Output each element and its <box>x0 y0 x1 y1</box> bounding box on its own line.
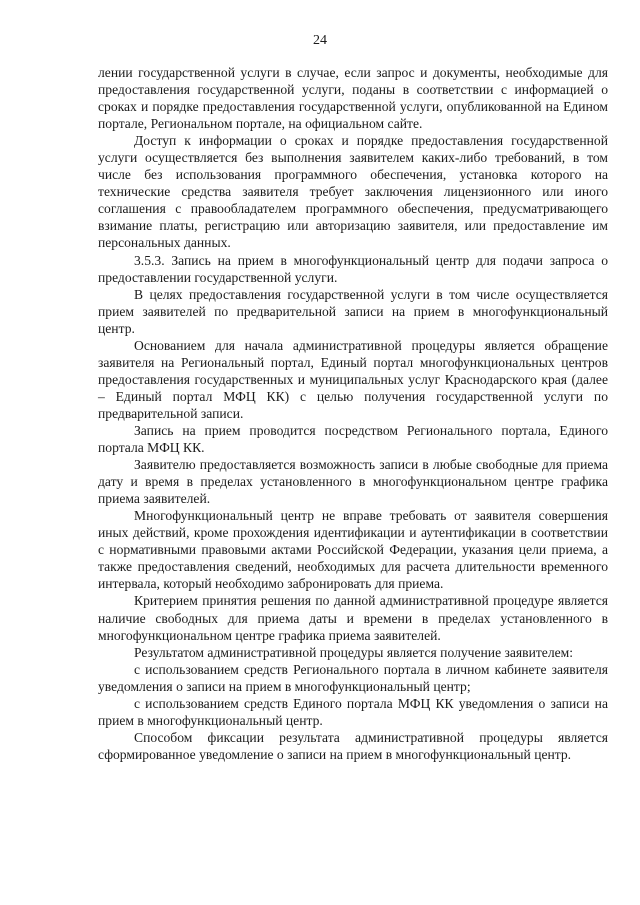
paragraph: Доступ к информации о сроках и порядке предоставления государственной услуги осуществляется без выполнения заявителем каких-либо требований, в том числе без использования программного обеспечения, установка которого на технические средства заявителя требует заключения лицензионного или иного соглашения с правообладателем программного обеспечения, предусматривающего взимание платы, регистрацию или авторизацию заявителя, или предоставление им персональных данных. <box>98 133 608 251</box>
paragraph: Многофункциональный центр не вправе требовать от заявителя совершения иных действий, кроме прохождения идентификации и аутентификации в соответствии с нормативными правовыми актами Российской Федерации, указания цели приема, а также предоставления сведений, необходимых для расчета длительности временного интервала, который необходимо забронировать для приема. <box>98 508 608 592</box>
paragraph: Запись на прием проводится посредством Регионального портала, Единого портала МФЦ КК. <box>98 422 608 456</box>
paragraph: Основанием для начала административной процедуры является обращение заявителя на Региональный портал, Единый портал многофункциональных центров предоставления государственных и муниципальных услуг Краснодарского края (далее – Единый портал МФЦ КК) с целью получения государственной услуги по предварительной записи. <box>98 337 608 421</box>
paragraph: В целях предоставления государственной услуги в том числе осуществляется прием заявителей по предварительной записи на прием в многофункциональный центр. <box>98 286 608 336</box>
paragraph: с использованием средств Регионального портала в личном кабинете заявителя уведомления о записи на прием в многофункциональный центр; <box>98 661 608 694</box>
paragraph: с использованием средств Единого портала МФЦ КК уведомления о записи на прием в многофункциональный центр. <box>98 695 608 728</box>
page-number: 24 <box>313 33 327 48</box>
paragraph: Критерием принятия решения по данной административной процедуре является наличие свободных для приема даты и времени в пределах установленного в многофункциональном центре графика приема заявителей. <box>98 593 608 643</box>
paragraph: Результатом административной процедуры является получение заявителем: <box>134 644 574 660</box>
paragraph: Способом фиксации результата административной процедуры является сформированное уведомление о записи на прием в многофункциональный центр. <box>98 729 608 762</box>
paragraph-continuation: лении государственной услуги в случае, если запрос и документы, необходимые для предоставления государственной услуги, поданы в соответствии с информацией о сроках и порядке предоставления государственной услуги, опубликованной на Едином портале, Региональном портале, на официальном сайте. <box>98 65 608 132</box>
section-heading-3-5-3: 3.5.3. Запись на прием в многофункциональный центр для подачи запроса о предоставлении государственной услуги. <box>98 252 608 285</box>
body-text <box>98 64 608 763</box>
paragraph: Заявителю предоставляется возможность записи в любые свободные для приема дату и время в пределах установленного в многофункциональном центре графика приема заявителей. <box>98 457 608 507</box>
